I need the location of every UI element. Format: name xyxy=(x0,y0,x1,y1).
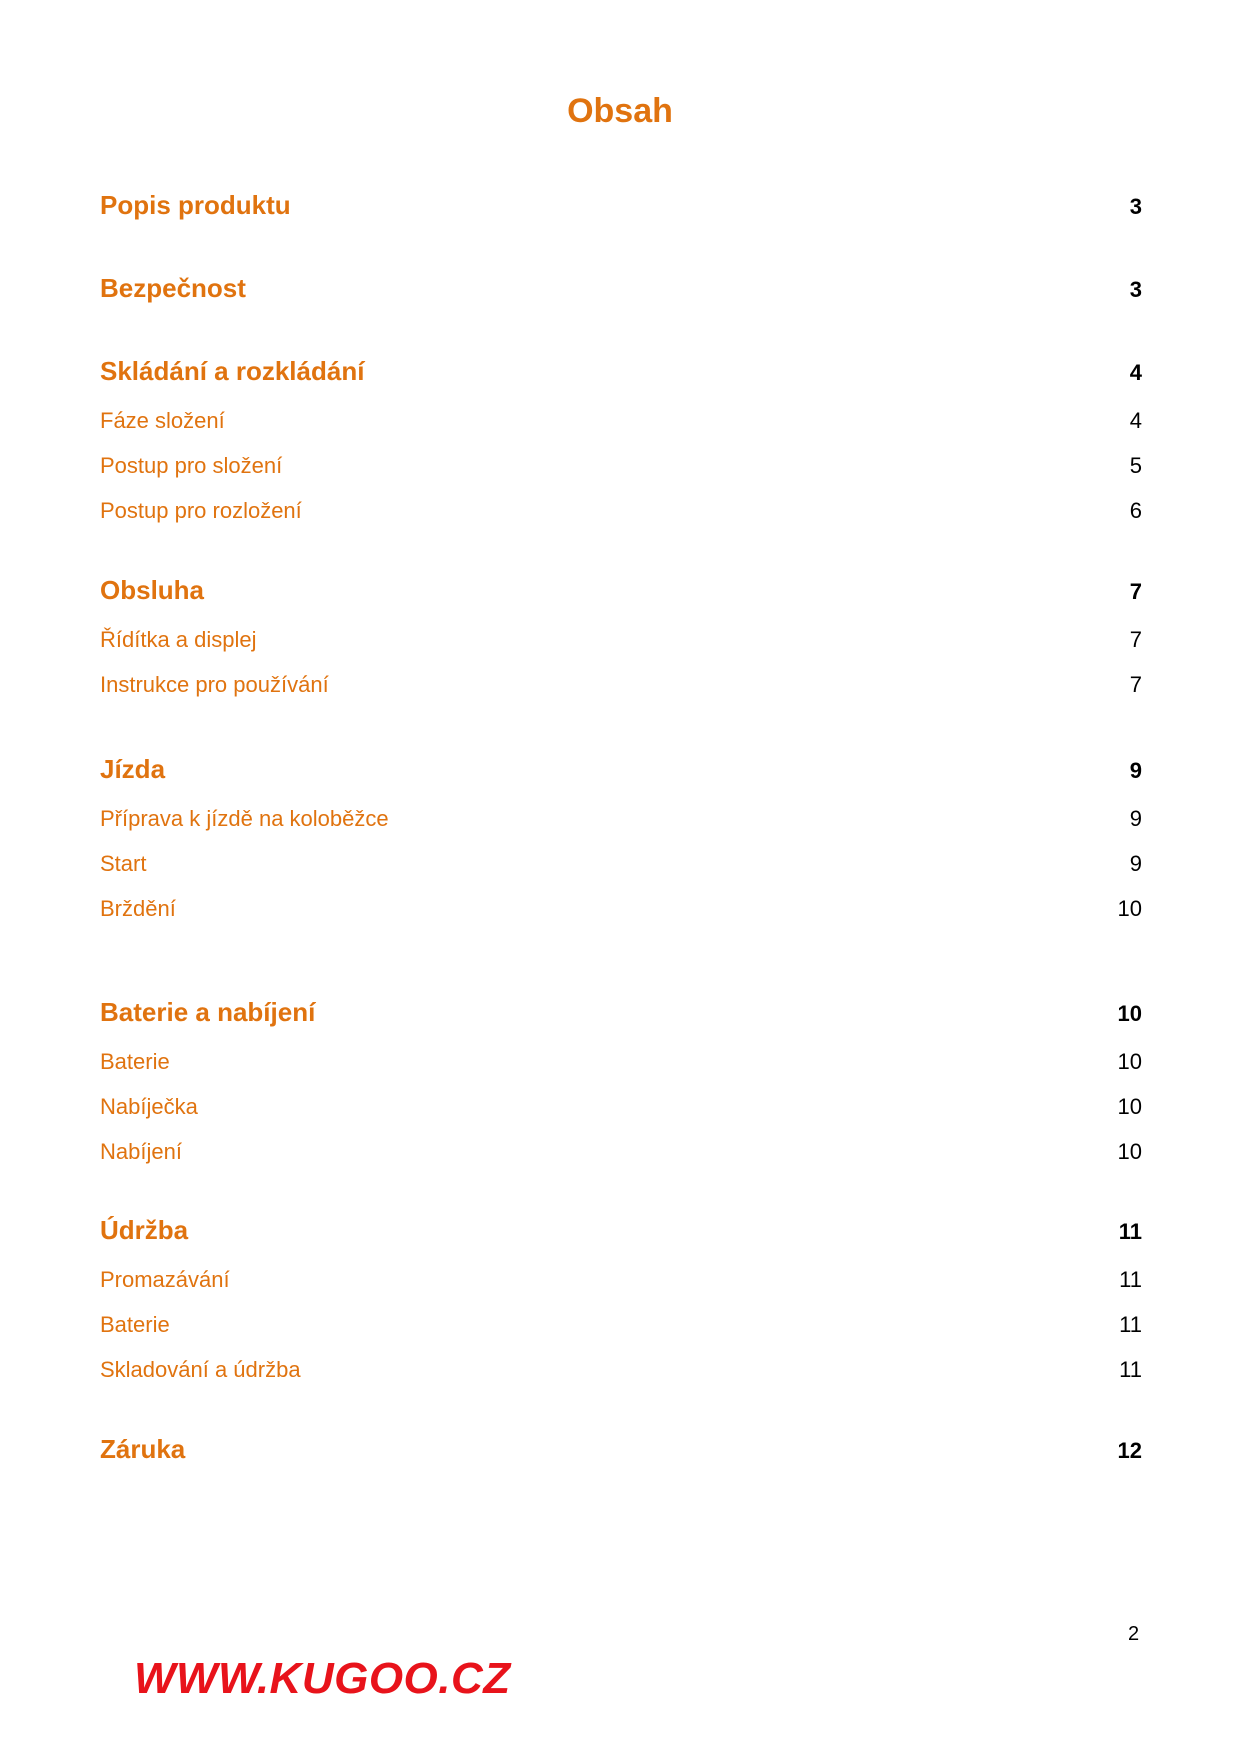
toc-entry-page: 9 xyxy=(1129,758,1142,783)
toc-entry-page: 7 xyxy=(1129,627,1142,652)
toc-entry-baterie-nabijeni[interactable] xyxy=(100,997,1142,1028)
website-url[interactable]: WWW.KUGOO.CZ xyxy=(134,1654,511,1703)
toc-entry-page: 10 xyxy=(1117,1139,1142,1164)
toc-entry-label: Postup pro složení xyxy=(100,453,283,478)
toc-entry-instrukce[interactable] xyxy=(100,672,1142,698)
toc-entry-baterie-udrzba[interactable] xyxy=(100,1312,1142,1338)
toc-entry-label: Baterie a nabíjení xyxy=(100,997,316,1027)
toc-entry-label: Fáze složení xyxy=(100,408,225,433)
toc-entry-nabijeni[interactable] xyxy=(100,1139,1142,1165)
toc-entry-page: 12 xyxy=(1117,1438,1142,1463)
toc-entry-page: 3 xyxy=(1129,277,1142,302)
toc-entry-label: Popis produktu xyxy=(100,190,291,220)
toc-entry-page: 11 xyxy=(1118,1219,1142,1244)
toc-entry-label: Řídítka a displej xyxy=(100,627,257,652)
table-of-contents xyxy=(100,0,1142,1754)
toc-entry-baterie[interactable] xyxy=(100,1049,1142,1075)
toc-entry-page: 5 xyxy=(1129,453,1142,478)
toc-entry-page: 11 xyxy=(1119,1357,1142,1382)
toc-entry-skladovani[interactable] xyxy=(100,1357,1142,1383)
toc-entry-faze-slozeni[interactable] xyxy=(100,408,1142,434)
toc-entry-page: 4 xyxy=(1129,360,1142,385)
toc-entry-brzdeni[interactable] xyxy=(100,896,1142,922)
toc-entry-bezpecnost[interactable] xyxy=(100,273,1142,304)
toc-entry-promazavani[interactable] xyxy=(100,1267,1142,1293)
toc-entry-label: Brždění xyxy=(100,896,176,921)
toc-entry-label: Promazávání xyxy=(100,1267,230,1292)
toc-entry-obsluha[interactable] xyxy=(100,575,1142,606)
page-number: 2 xyxy=(1128,1623,1140,1645)
toc-entry-page: 6 xyxy=(1129,498,1142,523)
toc-entry-page: 10 xyxy=(1117,896,1142,921)
toc-entry-label: Nabíječka xyxy=(100,1094,198,1119)
toc-entry-page: 7 xyxy=(1129,672,1142,697)
toc-entry-nabijecka[interactable] xyxy=(100,1094,1142,1120)
toc-entry-skladani[interactable] xyxy=(100,356,1142,387)
toc-entry-label: Postup pro rozložení xyxy=(100,498,302,523)
toc-entry-label: Jízda xyxy=(100,754,166,784)
toc-entry-page: 11 xyxy=(1119,1267,1142,1292)
toc-entry-label: Skladování a údržba xyxy=(100,1357,301,1382)
toc-entry-page: 9 xyxy=(1129,806,1142,831)
toc-entry-page: 11 xyxy=(1119,1312,1142,1337)
toc-entry-label: Záruka xyxy=(100,1434,186,1464)
toc-entry-label: Příprava k jízdě na koloběžce xyxy=(100,806,389,831)
page-title: Obsah xyxy=(567,92,673,130)
toc-entry-label: Údržba xyxy=(100,1215,189,1245)
toc-entry-label: Baterie xyxy=(100,1049,170,1074)
toc-entry-zaruka[interactable] xyxy=(100,1434,1142,1465)
toc-entry-popis-produktu[interactable] xyxy=(100,190,1142,221)
toc-entry-label: Obsluha xyxy=(100,575,205,605)
toc-entry-label: Baterie xyxy=(100,1312,170,1337)
toc-entry-page: 10 xyxy=(1117,1001,1142,1026)
toc-entry-label: Start xyxy=(100,851,147,876)
toc-entry-label: Skládání a rozkládání xyxy=(100,356,365,386)
toc-entry-page: 3 xyxy=(1129,194,1142,219)
toc-entry-page: 4 xyxy=(1129,408,1142,433)
toc-entry-postup-rozlozeni[interactable] xyxy=(100,498,1142,524)
toc-entry-page: 7 xyxy=(1129,579,1142,604)
toc-entry-label: Bezpečnost xyxy=(100,273,246,303)
toc-entry-start[interactable] xyxy=(100,851,1142,877)
toc-entry-page: 10 xyxy=(1117,1049,1142,1074)
toc-entry-priprava[interactable] xyxy=(100,806,1142,832)
toc-entry-riditka-displej[interactable] xyxy=(100,627,1142,653)
toc-entry-postup-slozeni[interactable] xyxy=(100,453,1142,479)
toc-entry-udrzba[interactable] xyxy=(100,1215,1142,1246)
toc-entry-label: Nabíjení xyxy=(100,1139,182,1164)
toc-entry-label: Instrukce pro používání xyxy=(100,672,329,697)
toc-entry-page: 10 xyxy=(1117,1094,1142,1119)
toc-entry-page: 9 xyxy=(1129,851,1142,876)
toc-entry-jizda[interactable] xyxy=(100,754,1142,785)
